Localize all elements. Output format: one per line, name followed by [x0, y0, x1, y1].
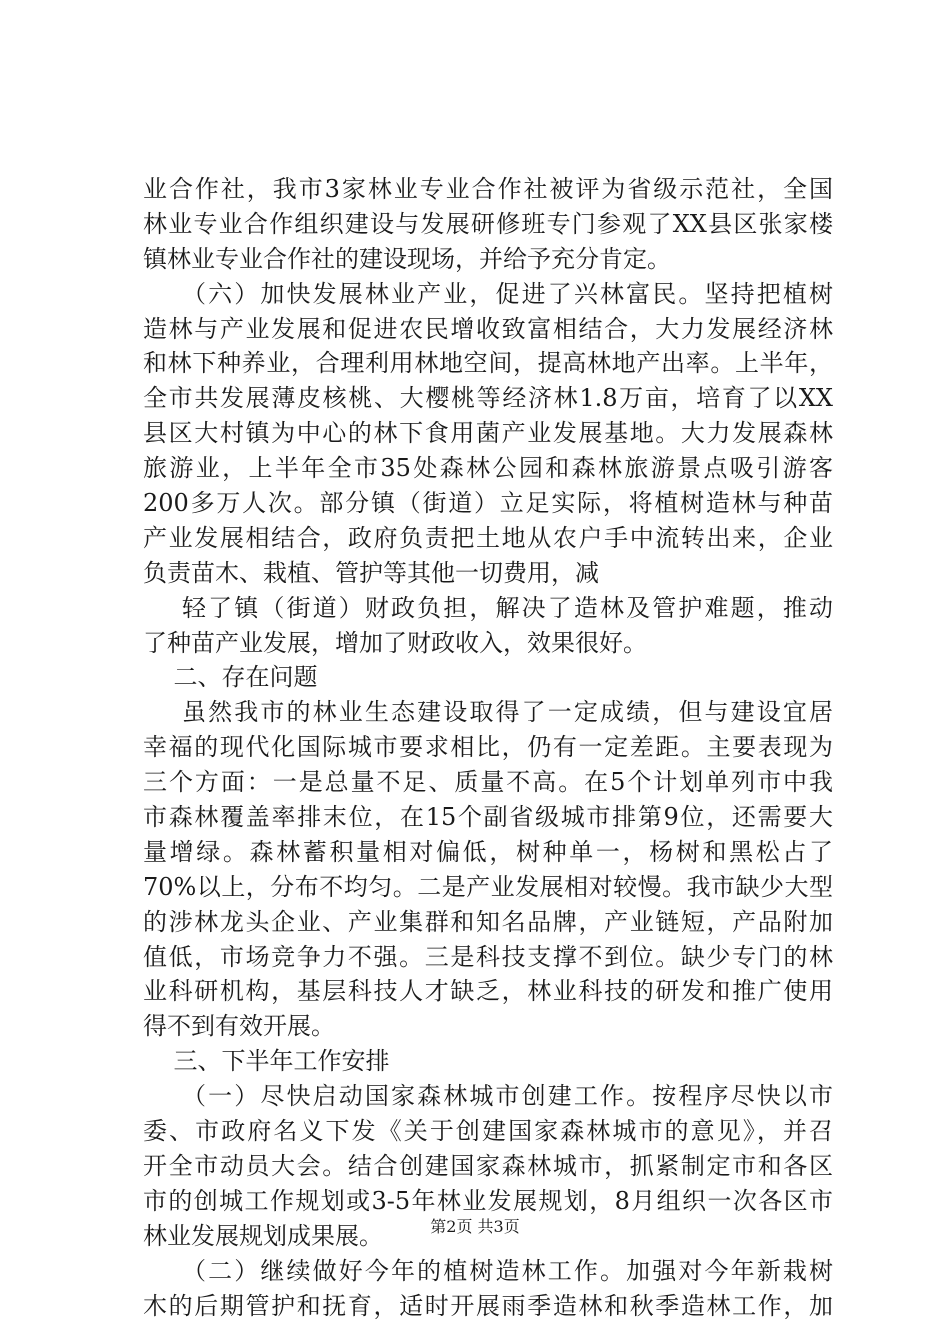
text-line: 市森林覆盖率排末位，在15个副省级城市排第9位，还需要大 [143, 803, 833, 832]
text-line: 木的后期管护和抚育，适时开展雨季造林和秋季造林工作，加 [143, 1291, 833, 1320]
text-line: 轻了镇（街道）财政负担，解决了造林及管护难题，推动 [143, 593, 833, 622]
text-line: 林业发展规划成果展。 [143, 1221, 383, 1250]
text-line: 业科研机构，基层科技人才缺乏，林业科技的研发和推广使用 [143, 977, 833, 1006]
text-line: 市的创城工作规划或3-5年林业发展规划，8月组织一次各区市 [143, 1186, 833, 1215]
text-line: 委、市政府名义下发《关于创建国家森林城市的意见》，并召 [143, 1117, 833, 1146]
page-footer: 第2页 共3页 [430, 1217, 520, 1236]
text-line: 业合作社，我市3家林业专业合作社被评为省级示范社，全国 [143, 175, 833, 203]
text-line: 的涉林龙头企业、产业集群和知名品牌，产业链短，产品附加 [143, 907, 833, 936]
text-line: 林业专业合作组织建设与发展研修班专门参观了XX县区张家楼 [143, 209, 833, 238]
text-line: （二）继续做好今年的植树造林工作。加强对今年新栽树 [143, 1256, 833, 1285]
text-line: 旅游业，上半年全市35处森林公园和森林旅游景点吸引游客 [143, 454, 833, 483]
text-line: 二、存在问题 [143, 663, 318, 692]
text-line: 负责苗木、栽植、管护等其他一切费用，减 [143, 558, 599, 587]
text-line: 值低，市场竞争力不强。三是科技支撑不到位。缺少专门的林 [143, 942, 833, 971]
text-line: 虽然我市的林业生态建设取得了一定成绩，但与建设宜居 [143, 698, 833, 727]
text-line: 70%以上，分布不均匀。二是产业发展相对较慢。我市缺少大型 [143, 872, 833, 901]
text-line: （一）尽快启动国家森林城市创建工作。按程序尽快以市 [143, 1082, 833, 1111]
text-line: 全市共发展薄皮核桃、大樱桃等经济林1.8万亩，培育了以XX [143, 384, 833, 413]
text-line: 幸福的现代化国际城市要求相比，仍有一定差距。主要表现为 [143, 733, 833, 762]
text-line: 县区大村镇为中心的林下食用菌产业发展基地。大力发展森林 [143, 419, 833, 448]
text-line: 产业发展相结合，政府负责把土地从农户手中流转出来，企业 [143, 523, 833, 552]
text-line: 了种苗产业发展，增加了财政收入，效果很好。 [143, 628, 647, 657]
text-line: 三、下半年工作安排 [143, 1047, 390, 1076]
text-line: 得不到有效开展。 [143, 1012, 335, 1041]
text-line: （六）加快发展林业产业，促进了兴林富民。坚持把植树 [143, 279, 833, 308]
text-line: 三个方面：一是总量不足、质量不高。在5个计划单列市中我 [143, 768, 833, 797]
text-line: 镇林业专业合作社的建设现场，并给予充分肯定。 [143, 244, 671, 273]
text-line: 量增绿。森林蓄积量相对偏低，树种单一，杨树和黑松占了 [143, 837, 833, 866]
text-line: 开全市动员大会。结合创建国家森林城市，抓紧制定市和各区 [143, 1151, 833, 1180]
text-line: 和林下种养业，合理利用林地空间，提高林地产出率。上半年， [143, 349, 833, 378]
text-line: 200多万人次。部分镇（街道）立足实际，将植树造林与种苗 [143, 489, 833, 518]
text-line: 造林与产业发展和促进农民增收致富相结合，大力发展经济林 [143, 314, 833, 343]
document-body [143, 172, 833, 1323]
